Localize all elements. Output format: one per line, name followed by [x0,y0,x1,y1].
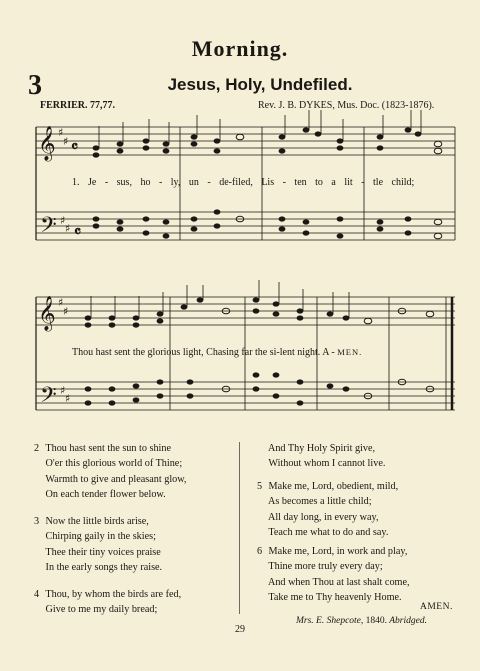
lyrics-line-2-text: Thou hast sent the glorious light, Chasing far the si-lent night. A - [72,347,335,358]
composer-credit: Rev. J. B. DYKES, Mus. Doc. (1823-1876). [258,100,435,111]
amen-text: AMEN. [420,602,453,612]
tune-name: FERRIER. 77,77. [40,100,116,111]
svg-text:𝄴: 𝄴 [74,222,82,241]
treble-clef-icon: 𝄞 [38,126,56,161]
verse-3: 3 Now the little birds arise, Chirping gaily in the skies; Thee their tiny voices praise In the early songs they raise. [34,516,163,574]
svg-text:♯: ♯ [63,305,69,318]
lyrics-amen: MEN. [337,347,363,357]
hymn-title: Jesus, Holy, Undefiled. [167,75,353,94]
svg-text:♯: ♯ [65,222,71,235]
staff-system-2-bass [36,382,455,410]
lyrics-line-1: 1. Je - sus, ho - ly, un - de-filed, Lis - ten to a lit - tle child; [72,177,415,188]
page-number: 29 [235,624,245,635]
verse-4: 4 Thou, by whom the birds are fed, Give to me my daily bread; [34,589,182,616]
svg-text:♯: ♯ [63,135,69,148]
staff-system-2-treble [36,297,455,325]
key-signature-sharps-icon: ♯ [58,126,64,139]
bass-clef-icon: 𝄢 [40,213,57,243]
noteheads [85,127,442,405]
hymn-number: 3 [28,70,42,101]
svg-text:♯: ♯ [60,384,66,397]
lyrics-line-2 [72,347,362,358]
verse-6: 6 Make me, Lord, in work and play, Thine more truly every day; And when Thou at last shalt come, Take me to Thy heavenly Home. [257,546,410,604]
verse-2: 2 Thou hast sent the sun to shine O'er this glorious world of Thine; Warmth to give and pleasant glow, On each tender flower below. [34,443,187,501]
svg-text:♯: ♯ [58,296,64,309]
svg-text:♯: ♯ [65,392,71,405]
bass-clef-icon: 𝄢 [40,383,57,413]
column-divider [239,442,240,614]
author-attribution: Mrs. E. Shepcote, 1840. Abridged. [296,616,427,626]
section-title: Morning. [191,36,289,61]
verse-4-continued: And Thy Holy Spirit give, Without whom I cannot live. [267,443,386,470]
treble-clef-icon: 𝄞 [38,296,56,331]
common-time-icon: 𝄴 [71,137,79,156]
svg-text:♯: ♯ [60,214,66,227]
verse-5: 5 Make me, Lord, obedient, mild, As becomes a little child; All day long, in every way, Teach me what to do and say. [257,481,399,539]
